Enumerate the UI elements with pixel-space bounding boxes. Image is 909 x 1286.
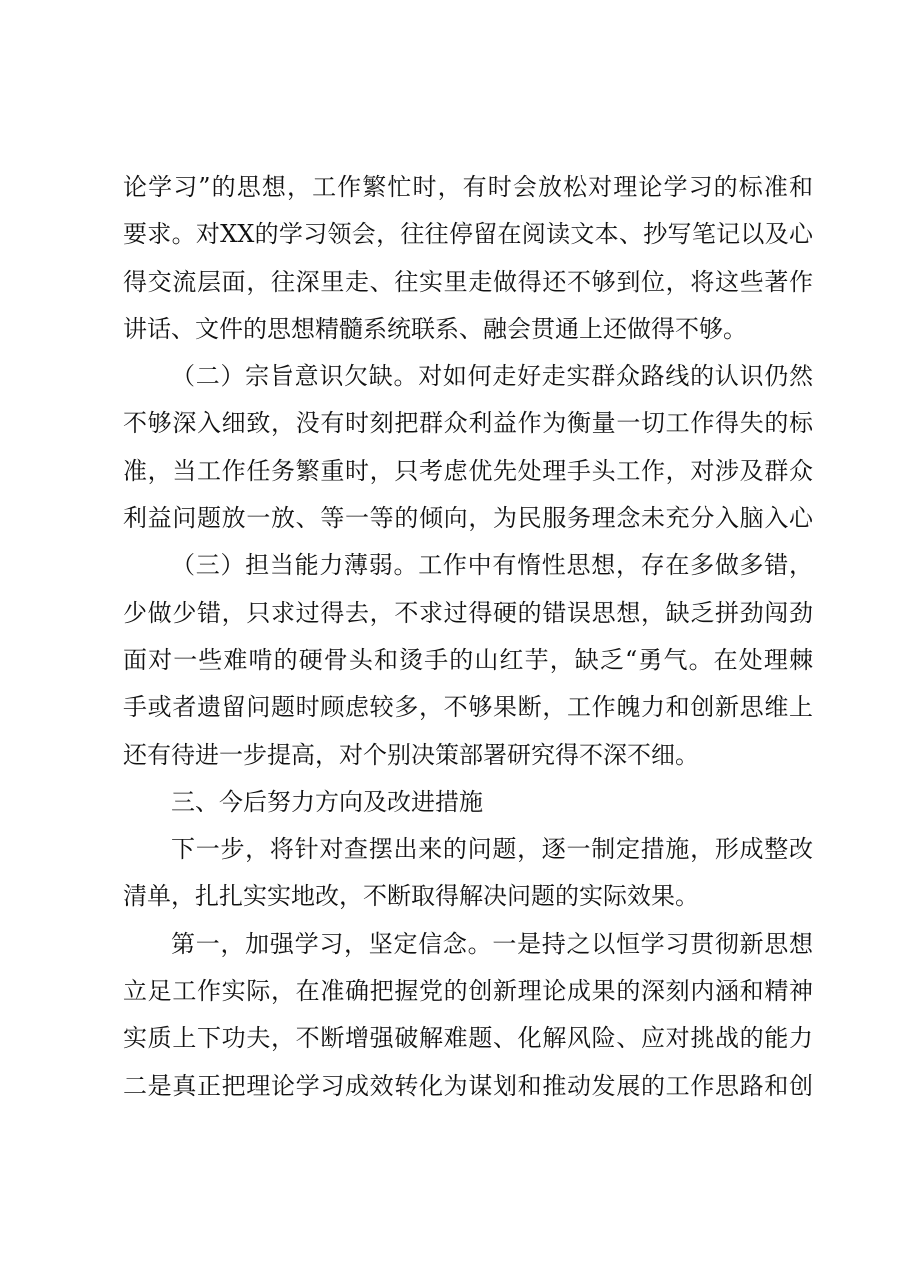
body-line: 实质上下功夫，不断增强破解难题、化解风险、应对挑战的能力: [123, 1024, 813, 1053]
body-line: 手或者遗留问题时顾虑较多，不够果断，工作魄力和创新思维上: [123, 693, 813, 722]
body-line: 要求。对XX的学习领会，往往停留在阅读文本、抄写笔记以及心: [123, 220, 813, 249]
body-line: 讲话、文件的思想精髓系统联系、融会贯通上还做得不够。: [123, 314, 747, 343]
body-line: 不够深入细致，没有时刻把群众利益作为衡量一切工作得失的标: [123, 409, 813, 438]
body-line: 清单，扎扎实实地改，不断取得解决问题的实际效果。: [123, 882, 699, 911]
body-line: 面对一些难啃的硬骨头和烫手的山红芋，缺乏“勇气。在处理棘: [123, 645, 813, 674]
body-line: 二是真正把理论学习成效转化为谋划和推动发展的工作思路和创: [123, 1071, 813, 1100]
paragraph-start-line: （二）宗旨意识欠缺。对如何走好走实群众路线的认识仍然: [171, 362, 813, 391]
body-line: 利益问题放一放、等一等的倾向，为民服务理念未充分入脑入心: [123, 504, 813, 533]
body-line: 少做少错，只求过得去，不求过得硬的错误思想，缺乏拼劲闯劲: [123, 598, 813, 627]
body-line: 论学习”的思想，工作繁忙时，有时会放松对理论学习的标准和: [123, 173, 813, 201]
body-line: 得交流层面，往深里走、往实里走做得还不够到位，将这些著作: [123, 267, 813, 296]
paragraph-start-line: （三）担当能力薄弱。工作中有惰性思想，存在多做多错，: [171, 551, 813, 580]
document-body: [123, 164, 813, 1110]
body-line: 准，当工作任务繁重时，只考虑优先处理手头工作，对涉及群众: [123, 456, 813, 485]
paragraph-start-line: 下一步，将针对查摆出来的问题，逐一制定措施，形成整改: [171, 835, 813, 864]
body-line: 还有待进一步提高，对个别决策部署研究得不深不细。: [123, 740, 699, 769]
paragraph-start-line: 第一，加强学习，坚定信念。一是持之以恒学习贯彻新思想: [171, 929, 813, 958]
section-heading: 三、今后努力方向及改进措施: [171, 787, 483, 816]
body-line: 立足工作实际，在准确把握党的创新理论成果的深刻内涵和精神: [123, 977, 813, 1006]
